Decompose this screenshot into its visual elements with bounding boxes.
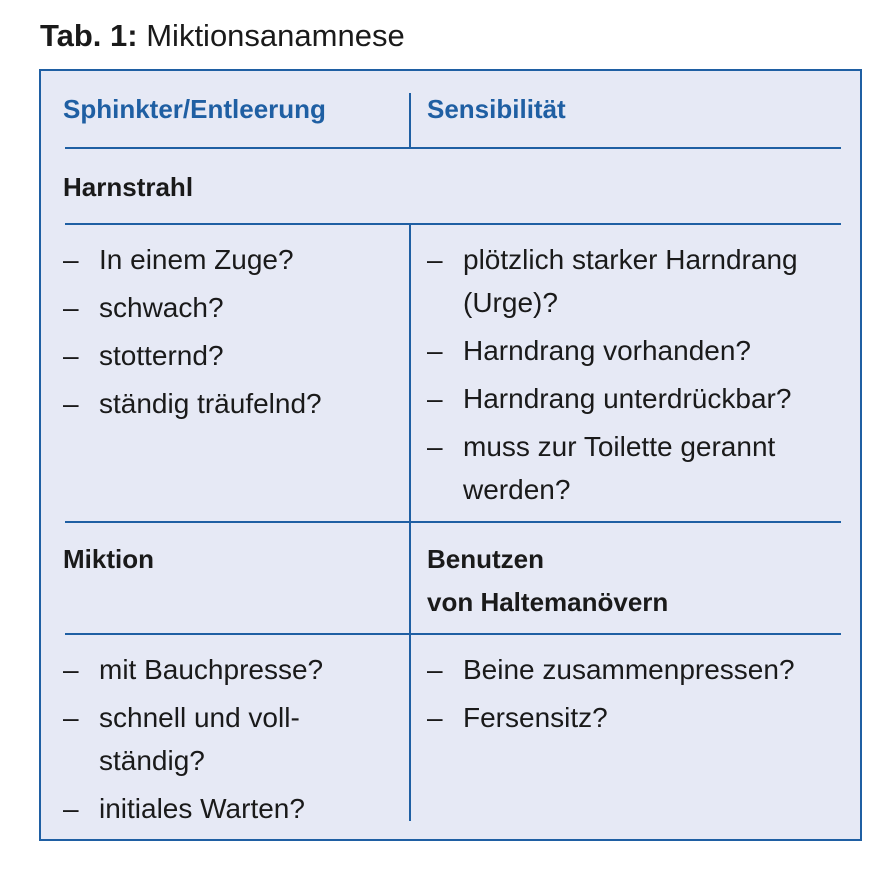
list-item: – Harndrang unterdrückbar? — [427, 377, 852, 420]
list-item: – initiales Warten? — [63, 787, 383, 830]
micturition-history-table — [39, 69, 862, 841]
section-body-divider-miktion — [65, 633, 841, 635]
column-header-sphincter: Sphinkter/Entleerung — [63, 94, 326, 124]
list-item: – stotternd? — [63, 334, 393, 377]
table-caption-title: Miktionsanamnese — [146, 18, 405, 53]
list-item: – Beine zusammenpressen? — [427, 648, 852, 691]
section-title-haltemanoever — [427, 538, 668, 624]
section-title-miktion: Miktion — [63, 544, 154, 574]
list-item: – ständig träufelnd? — [63, 382, 393, 425]
header-column-divider — [409, 93, 411, 147]
section-title-line: Benutzen — [427, 544, 544, 574]
section-title-line: von Haltemanövern — [427, 587, 669, 617]
list-item: – mit Bauchpresse? — [63, 648, 383, 691]
list-item: – plötzlich starker Harndrang (Urge)? — [427, 238, 852, 324]
list-item: – Harndrang vorhanden? — [427, 329, 852, 372]
column-divider-miktion — [409, 521, 411, 821]
list-item: – muss zur Toilette gerannt werden? — [427, 425, 852, 511]
column-header-sensibility: Sensibilität — [427, 94, 566, 124]
miktion-list-haltemanoever — [427, 648, 852, 744]
harnstrahl-list-sensibility — [427, 238, 852, 516]
harnstrahl-list-sphincter — [63, 238, 393, 430]
list-item: – In einem Zuge? — [63, 238, 393, 281]
section-title-harnstrahl: Harnstrahl — [63, 172, 194, 202]
list-item: – schnell und voll-ständig? — [63, 696, 383, 782]
section-divider-harnstrahl — [65, 223, 841, 225]
header-divider — [65, 147, 841, 149]
table-caption-label: Tab. 1: — [40, 18, 138, 53]
table-caption — [40, 16, 405, 56]
list-item: – Fersensitz? — [427, 696, 852, 739]
miktion-list-sphincter — [63, 648, 383, 835]
section-divider-miktion — [65, 521, 841, 523]
list-item: – schwach? — [63, 286, 393, 329]
column-divider-harnstrahl — [409, 223, 411, 521]
